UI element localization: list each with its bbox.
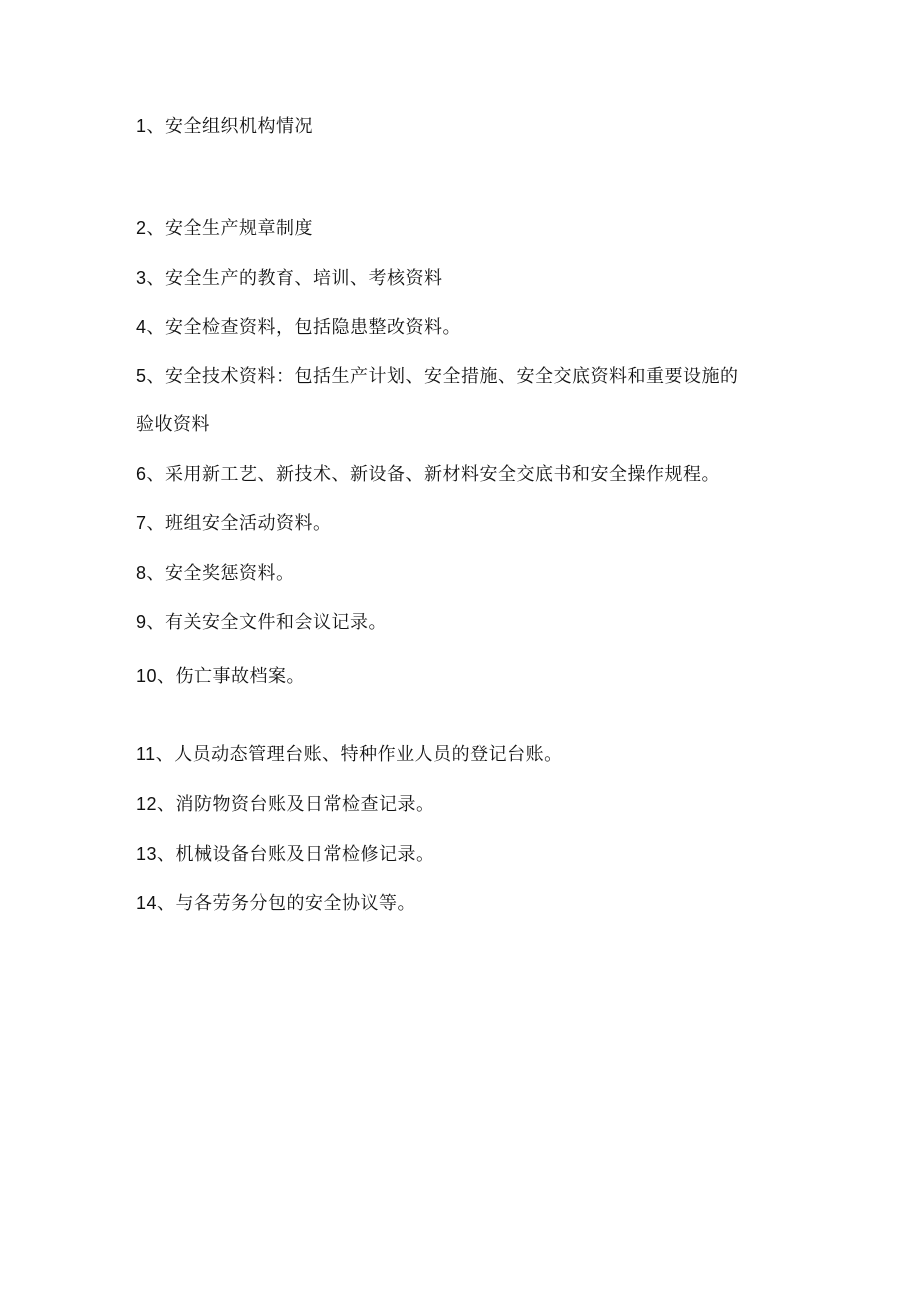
item-text: 消防物资台账及日常检查记录。 [175,794,435,815]
list-item-5-continuation [136,413,210,437]
item-number: 1 [136,116,147,136]
list-item-6 [136,462,720,487]
item-separator: 、 [146,218,166,239]
item-separator: 、 [146,268,166,289]
list-item-4 [136,315,461,340]
item-number: 12 [136,794,158,814]
item-text: 人员动态管理台账、特种作业人员的登记台账。 [174,744,563,765]
item-separator: 、 [146,116,166,137]
item-text-continuation: 验收资料 [136,414,210,435]
item-text: 安全技术资料：包括生产计划、安全措施、安全交底资料和重要设施的 [165,366,739,387]
item-number: 11 [136,744,156,764]
item-separator: 、 [146,317,166,338]
item-text: 班组安全活动资料。 [165,513,332,534]
item-number: 13 [136,844,158,864]
item-text: 采用新工艺、新技术、新设备、新材料安全交底书和安全操作规程。 [165,464,721,485]
item-number: 4 [136,317,147,337]
item-number: 14 [136,893,158,913]
item-text: 与各劳务分包的安全协议等。 [175,893,417,914]
item-text: 机械设备台账及日常检修记录。 [175,844,435,865]
item-text: 安全检查资料，包括隐患整改资料。 [165,317,462,338]
list-item-5 [136,364,739,389]
item-text: 安全生产的教育、培训、考核资料 [165,268,443,289]
item-text: 安全组织机构情况 [165,116,314,137]
list-item-3 [136,266,443,291]
item-text: 伤亡事故档案。 [175,666,306,687]
list-item-12 [136,792,435,817]
item-number: 6 [136,464,147,484]
list-item-10 [136,664,305,689]
item-number: 7 [136,513,147,533]
list-item-14 [136,891,416,916]
item-separator: 、 [146,612,166,633]
item-separator: 、 [157,794,176,815]
item-number: 2 [136,218,147,238]
list-item-2 [136,216,313,241]
item-number: 9 [136,612,147,632]
item-number: 8 [136,563,147,583]
item-separator: 、 [155,744,175,765]
item-separator: 、 [146,464,166,485]
list-item-11 [136,742,563,767]
item-number: 3 [136,268,147,288]
item-text: 有关安全文件和会议记录。 [165,612,388,633]
list-item-7 [136,511,332,536]
item-separator: 、 [157,844,176,865]
item-separator: 、 [157,666,176,687]
item-separator: 、 [146,563,166,584]
item-number: 10 [136,666,158,686]
item-separator: 、 [146,366,166,387]
item-number: 5 [136,366,147,386]
list-item-9 [136,610,387,635]
item-text: 安全奖惩资料。 [165,563,295,584]
item-separator: 、 [157,893,176,914]
item-text: 安全生产规章制度 [165,218,314,239]
list-item-8 [136,561,295,586]
list-item-13 [136,842,435,867]
list-item-1 [136,114,313,139]
item-separator: 、 [146,513,166,534]
